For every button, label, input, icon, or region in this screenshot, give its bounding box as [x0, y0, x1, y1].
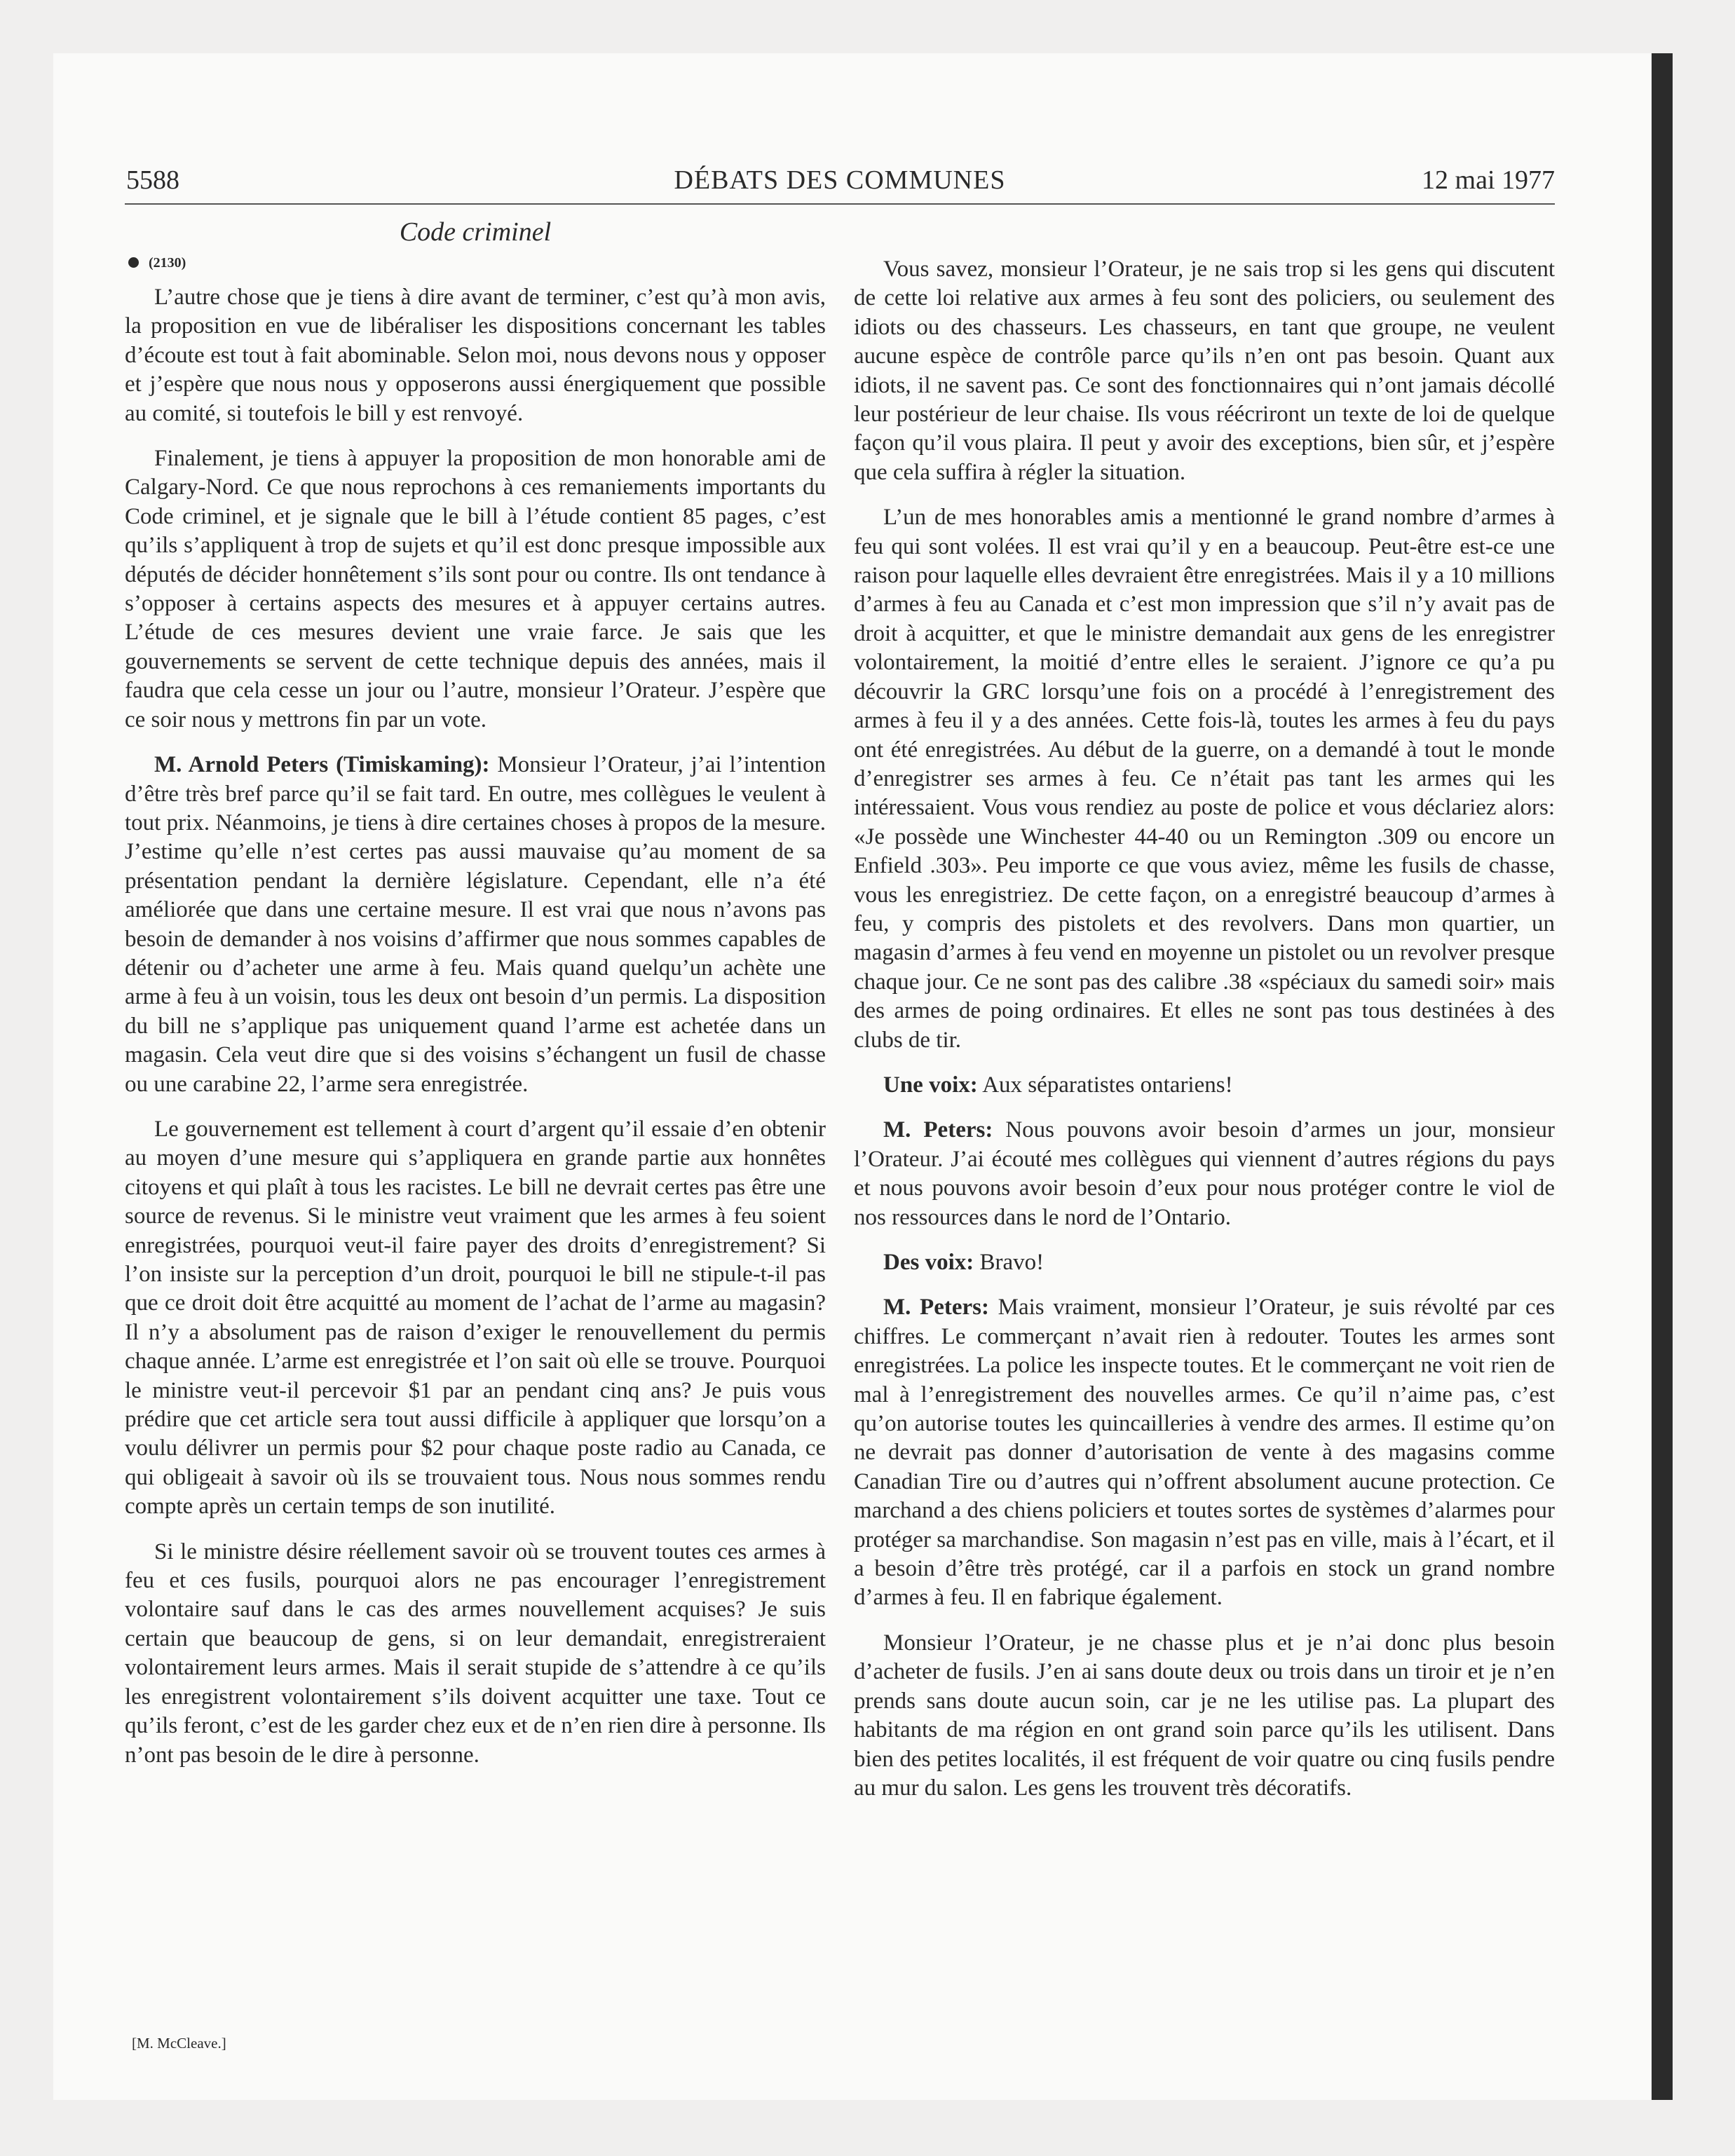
right-column [854, 255, 1555, 1819]
interjection-paragraph [854, 1248, 1555, 1277]
intervention-text: Mais vraiment, monsieur l’Orateur, je suis révolté par ces chiffres. Le commerçant n’avait rien à redouter. Toutes les armes sont enregistrées. La police les inspecte toutes. Et le commerçant ne voit rien de mal à l’enregistrement des nouvelles armes. Ce qu’il n’aime pas, c’est qu’on autorise toutes les quincailleries à vendre des armes. Il estime qu’on ne devrait pas donner d’autorisation de vente à des magasins comme Canadian Tire ou d’autres qui n’offrent absolument aucune protection. Ce marchand a des chiens policiers et toutes sortes de systèmes d’alarmes pour protéger sa marchandise. Son magasin n’est pas en ville, mais à l’écart, et il a besoin d’être très protégé, car il a parfois en stock un grand nombre d’armes à feu. Il en fabrique également. [854, 1295, 1555, 1611]
speaker-name: M. Arnold Peters (Timiskaming): [154, 752, 490, 778]
speaker-name: Une voix: [883, 1072, 978, 1098]
intervention-text: Monsieur l’Orateur, j’ai l’intention d’être très bref parce qu’il se fait tard. En outre, mes collègues le veulent à tout prix. Néanmoins, je tiens à dire certaines choses à propos de la mesure. J’estime qu’elle n’est certes pas aussi mauvaise qu’au moment de sa présentation pendant la dernière législature. Cependant, elle n’a été améliorée que dans une certaine mesure. Il est vrai que nous n’avons pas besoin de demander à nos voisins d’affirmer que nous sommes capables de détenir ou d’acheter une arme à feu. Mais quand quelqu’un achète une arme à feu à un voisin, tous les deux ont besoin d’un permis. La disposition du bill ne s’applique pas uniquement quand l’arme est achetée dans un magasin. Cela veut dire que si des voisins s’échangent un fusil de chasse ou une carabine 22, l’arme sera enregistrée. [125, 752, 826, 1097]
paragraph: L’autre chose que je tiens à dire avant de terminer, c’est qu’à mon avis, la proposition en vue de libéraliser les dispositions concernant les tables d’écoute est tout à fait abominable. Selon moi, nous devons nous y opposer et j’espère que nous nous y opposerons aussi énergiquement que possible au comité, si toutefois le bill y est renvoyé. [125, 285, 826, 426]
paragraph: Finalement, je tiens à appuyer la proposition de mon honorable ami de Calgary-Nord. Ce que nous reprochons à ces remaniements importants du Code criminel, et je signale que le bill à l’étude contient 85 pages, c’est qu’ils s’appliquent à trop de sujets et qu’il est donc presque impossible aux députés de décider honnêtement s’ils sont pour ou contre. Ils ont tendance à s’opposer à certains aspects des mesures et à appuyer certains autres. L’étude de ces mesures devient une vraie farce. Je sais que les gouvernements se servent de cette technique depuis des années, mais il faudra que cela cesse un jour ou l’autre, monsieur l’Orateur. J’espère que ce soir nous y mettrons fin par un vote. [125, 446, 826, 732]
intervention-text: Nous pouvons avoir besoin d’armes un jour, monsieur l’Orateur. J’ai écouté mes collègues qui viennent d’autres régions du pays et nous pouvons avoir besoin d’eux pour nous protéger contre le viol de nos ressources dans le nord de l’Ontario. [854, 1117, 1555, 1230]
speaker-name: M. Peters: [883, 1295, 989, 1321]
interjection-paragraph [854, 1071, 1555, 1100]
interjection-text: Aux séparatistes ontariens! [982, 1072, 1233, 1098]
running-header [125, 164, 1555, 205]
speaker-name: M. Peters: [883, 1117, 993, 1143]
time-marker [128, 253, 186, 273]
bullet-dot-icon [128, 257, 139, 268]
section-subject: Code criminel [399, 217, 552, 247]
paragraph: Monsieur l’Orateur, je ne chasse plus et je n’ai donc plus besoin d’acheter de fusils. J’en ai sans doute deux ou trois dans un tiroir et je n’en prends sans doute aucun soin, car je ne les utilise pas. La plupart des habitants de ma région en ont grand soin parce qu’ils les utilisent. Dans bien des petites localités, il est fréquent de voir quatre ou cinq fusils pendre au mur du salon. Les gens les trouvent très décoratifs. [854, 1630, 1555, 1801]
intervention-paragraph [854, 1116, 1555, 1232]
paragraph: Le gouvernement est tellement à court d’argent qu’il essaie d’en obtenir au moyen d’une mesure qui s’appliquera en grande partie aux honnêtes citoyens et qui plaît à tous les racistes. Le bill ne devrait certes pas être une source de revenus. Si le ministre veut vraiment que les armes à feu soient enregistrées, pourquoi veut-il faire payer des droits d’enregistrement? Si l’on insiste sur la perception d’un droit, pourquoi le bill ne stipule-t-il pas que ce droit doit être acquitté au moment de l’achat de l’arme au magasin? Il n’y a absolument pas de raison d’exiger le renouvellement du permis chaque année. L’arme est enregistrée et l’on sait où elle se trouve. Pourquoi le ministre veut-il percevoir $1 par an pendant cinq ans? Je puis vous prédire que cet article sera tout aussi difficile à appliquer que lorsqu’on a voulu délivrer un permis pour $2 pour chaque poste radio au Canada, ce qui obligeait à savoir où ils se trouvaient tous. Nous nous sommes rendu compte après un certain temps de son inutilité. [125, 1116, 826, 1520]
intervention-paragraph [125, 751, 826, 1099]
paragraph: Si le ministre désire réellement savoir où se trouvent toutes ces armes à feu et ces fusils, pourquoi alors ne pas encourager l’enregistrement volontaire sauf dans le cas des armes nouvellement acquises? Je suis certain que beaucoup de gens, si on leur demandait, enregistreraient volontairement leurs armes. Mais il serait stupide de s’attendre à ce qu’ils les enregistrent volontairement s’ils doivent acquitter une taxe. Tout ce qu’ils feront, c’est de les garder chez eux et de n’en rien dire à personne. Ils n’ont pas besoin de le dire à personne. [125, 1538, 826, 1768]
publication-title: DÉBATS DES COMMUNES [674, 165, 1006, 195]
intervention-paragraph [854, 1293, 1555, 1612]
page-number: 5588 [126, 165, 179, 195]
paragraph: Vous savez, monsieur l’Orateur, je ne sais trop si les gens qui discutent de cette loi relative aux armes à feu sont des policiers, ou seulement des idiots ou des chasseurs. Les chasseurs, en tant que groupe, ne veulent aucune espèce de contrôle parce qu’ils n’en ont pas besoin. Quant aux idiots, il ne savent pas. Ce sont des fonctionnaires qui n’ont jamais décollé leur postérieur de leur chaise. Ils vous réécriront un texte de loi de quelque façon qu’il vous plaira. Il peut y avoir des exceptions, bien sûr, et j’espère que cela suffira à régler la situation. [854, 257, 1555, 485]
paragraph: L’un de mes honorables amis a mentionné le grand nombre d’armes à feu qui sont volées. Il est vrai qu’il y en a beaucoup. Peut-être est-ce une raison pour laquelle elles devraient être enregistrées. Mais il y a 10 millions d’armes à feu au Canada et c’est mon impression que s’il n’y avait pas de droit à acquitter, et que le ministre demandait aux gens de les enregistrer volontairement, la moitié d’entre elles le seraient. J’ignore ce qu’a pu découvrir la GRC lorsqu’une fois on a procédé à l’enregistrement des armes à feu il y a des années. Cette fois-là, toutes les armes à feu du pays ont été enregistrées. Au début de la guerre, on a demandé à tout le monde d’enregistrer ses armes à feu. Ce n’était pas tant les armes qui les intéressaient. Vous vous rendiez au poste de police et vous déclariez alors: «Je possède une Winchester 44-40 ou un Remington .309 ou encore un Enfield .303». Peu importe ce que vous aviez, même les fusils de chasse, vous les enregistriez. De cette façon, on a enregistré beaucoup d’armes à feu, y compris des pistolets et des revolvers. Dans mon quartier, un magasin d’armes à feu vend en moyenne un pistolet ou un revolver presque chaque jour. Ce ne sont pas des calibre .38 «spéciaux du samedi soir» mais des armes de poing ordinaires. Et elles ne sont pas tous destinées à des clubs de tir. [854, 505, 1555, 1053]
left-column [125, 283, 826, 1786]
time-marker-text: (2130) [149, 255, 186, 271]
speaker-attribution: [M. McCleave.] [132, 2035, 226, 2052]
issue-date: 12 mai 1977 [1422, 165, 1555, 195]
scan-edge-bar [1652, 53, 1673, 2100]
speaker-name: Des voix: [883, 1250, 974, 1275]
interjection-text: Bravo! [979, 1250, 1045, 1275]
